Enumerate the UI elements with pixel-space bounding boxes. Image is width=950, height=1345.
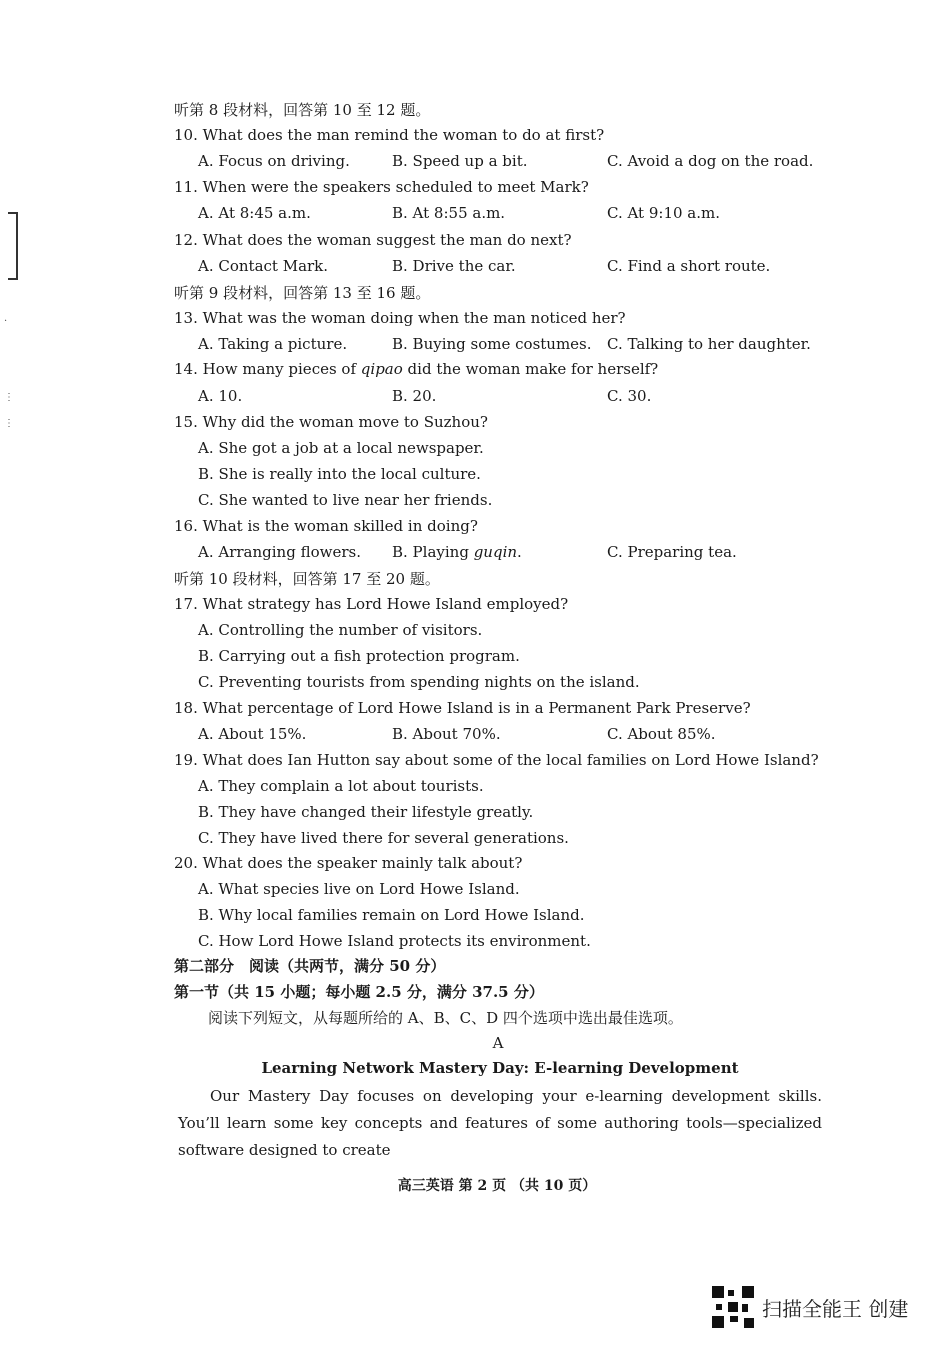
question-19: 19. What does Ian Hutton say about some of the local families on Lord Howe Island? (174, 751, 819, 769)
q12-option-c: C. Find a short route. (607, 257, 771, 275)
q14-option-c: C. 30. (607, 387, 652, 405)
q13-option-b: B. Buying some costumes. (392, 335, 592, 353)
margin-mark: · (4, 316, 8, 327)
q11-option-b: B. At 8:55 a.m. (392, 204, 506, 222)
q20-option-a: A. What species live on Lord Howe Island. (198, 880, 520, 898)
question-20: 20. What does the speaker mainly talk about? (174, 854, 523, 872)
q16-option-a: A. Arranging flowers. (198, 543, 361, 561)
question-13: 13. What was the woman doing when the man noticed her? (174, 309, 626, 327)
q20-option-b: B. Why local families remain on Lord Howe Island. (198, 906, 585, 924)
q16-b-pre: B. Playing (392, 543, 474, 561)
q17-option-c: C. Preventing tourists from spending nights on the island. (198, 673, 640, 691)
section-8-header: 听第 8 段材料，回答第 10 至 12 题。 (174, 101, 431, 119)
q14-option-b: B. 20. (392, 387, 437, 405)
q15-option-a: A. She got a job at a local newspaper. (198, 439, 484, 457)
q16-option-b (392, 542, 522, 562)
q13-option-c: C. Talking to her daughter. (607, 335, 811, 353)
q19-option-b: B. They have changed their lifestyle greatly. (198, 803, 534, 821)
q10-option-b: B. Speed up a bit. (392, 152, 528, 170)
q12-option-b: B. Drive the car. (392, 257, 516, 275)
q10-option-a: A. Focus on driving. (198, 152, 350, 170)
scanner-stamp-text: 扫描全能王 创建 (762, 1296, 909, 1321)
q15-option-c: C. She wanted to live near her friends. (198, 491, 493, 509)
question-14 (174, 359, 658, 379)
question-17: 17. What strategy has Lord Howe Island employed? (174, 595, 569, 613)
margin-mark: ⋮ (4, 392, 14, 403)
q19-option-a: A. They complain a lot about tourists. (198, 777, 484, 795)
section-10-header: 听第 10 段材料，回答第 17 至 20 题。 (174, 570, 440, 588)
question-15: 15. Why did the woman move to Suzhou? (174, 413, 488, 431)
passage-title: Learning Network Mastery Day: E-learning Development (261, 1059, 739, 1077)
q18-option-c: C. About 85%. (607, 725, 716, 743)
q15-option-b: B. She is really into the local culture. (198, 465, 481, 483)
q17-option-b: B. Carrying out a fish protection program. (198, 647, 520, 665)
q16-option-c: C. Preparing tea. (607, 543, 737, 561)
q16-b-post: . (517, 543, 522, 561)
question-16: 16. What is the woman skilled in doing? (174, 517, 478, 535)
q12-option-a: A. Contact Mark. (198, 257, 329, 275)
q14-text-italic: qipao (360, 360, 403, 378)
q11-option-a: A. At 8:45 a.m. (198, 204, 311, 222)
q18-option-a: A. About 15%. (198, 725, 307, 743)
binding-bracket (8, 212, 18, 280)
passage-paragraph (178, 1083, 822, 1164)
part-2-header: 第二部分 阅读（共两节，满分 50 分） (174, 957, 446, 975)
question-10: 10. What does the man remind the woman to do at first? (174, 126, 605, 144)
q14-text-pre: 14. How many pieces of (174, 360, 361, 378)
q13-option-a: A. Taking a picture. (198, 335, 348, 353)
q14-option-a: A. 10. (198, 387, 243, 405)
q19-option-c: C. They have lived there for several generations. (198, 829, 569, 847)
scanner-stamp (712, 1286, 908, 1328)
part-2-section-1-header: 第一节（共 15 小题；每小题 2.5 分，满分 37.5 分） (174, 983, 544, 1001)
page-footer: 高三英语 第 2 页 （共 10 页） (397, 1178, 597, 1194)
passage-letter: A (492, 1034, 504, 1052)
q17-option-a: A. Controlling the number of visitors. (198, 621, 483, 639)
q20-option-c: C. How Lord Howe Island protects its environment. (198, 932, 591, 950)
section-9-header: 听第 9 段材料，回答第 13 至 16 题。 (174, 284, 431, 302)
passage-text: Our Mastery Day focuses on developing your e-learning development skills. You’ll learn some key concepts and features of some authoring tools—specialized software designed to create (178, 1087, 822, 1159)
q14-text-post: did the woman make for herself? (402, 360, 659, 378)
question-11: 11. When were the speakers scheduled to meet Mark? (174, 178, 589, 196)
reading-instructions: 阅读下列短文，从每题所给的 A、B、C、D 四个选项中选出最佳选项。 (208, 1009, 683, 1027)
q10-option-c: C. Avoid a dog on the road. (607, 152, 814, 170)
margin-mark: ⋮ (4, 418, 14, 429)
qr-code-icon (712, 1286, 754, 1328)
q16-b-italic: guqin (473, 543, 518, 561)
question-18: 18. What percentage of Lord Howe Island is in a Permanent Park Preserve? (174, 699, 751, 717)
q11-option-c: C. At 9:10 a.m. (607, 204, 720, 222)
q18-option-b: B. About 70%. (392, 725, 501, 743)
question-12: 12. What does the woman suggest the man do next? (174, 231, 572, 249)
